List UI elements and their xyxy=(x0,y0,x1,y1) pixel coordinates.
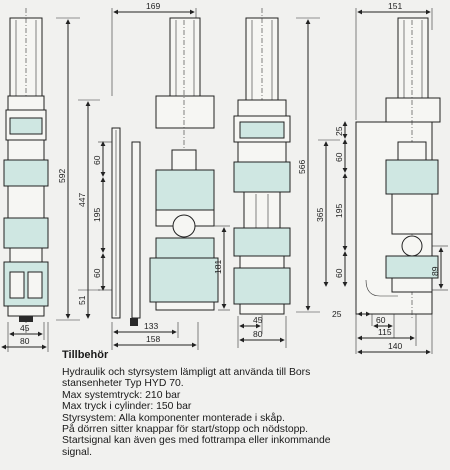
spec-line: Max systemtryck: 210 bar xyxy=(62,389,181,401)
accessories-heading: Tillbehör xyxy=(62,349,109,361)
dim-60-right-top: 60 xyxy=(334,152,344,162)
spec-line: Hydraulik och styrsystem lämpligt att använda till Bors xyxy=(62,367,311,378)
dim-140: 140 xyxy=(388,341,403,351)
dim-25-top: 25 xyxy=(334,126,344,136)
dim-60-right-bottom: 60 xyxy=(334,268,344,278)
dim-89: 89 xyxy=(430,266,440,276)
spec-line: stansenheter Typ HYD 70. xyxy=(62,378,184,390)
dim-566: 566 xyxy=(297,159,307,174)
dim-45-front-2: 45 xyxy=(253,315,263,325)
dim-60-bottom: 60 xyxy=(376,315,386,325)
dim-60-side-top: 60 xyxy=(92,155,102,165)
dim-60-side-bottom: 60 xyxy=(92,268,102,278)
dim-365: 365 xyxy=(315,207,325,222)
dim-158: 158 xyxy=(146,334,161,344)
dim-151: 151 xyxy=(388,1,403,11)
view-front-2 xyxy=(234,8,290,320)
accessories-text xyxy=(62,349,442,458)
view-side-2 xyxy=(356,1,440,318)
dim-51: 51 xyxy=(77,295,87,305)
dim-80-front: 80 xyxy=(20,336,30,346)
spec-line: Startsignal kan även ges med fottrampa eller inkommande xyxy=(62,435,331,447)
dim-115: 115 xyxy=(378,327,392,337)
dim-195-right: 195 xyxy=(334,203,344,218)
dim-195-side: 195 xyxy=(92,207,102,222)
view-side xyxy=(112,1,218,326)
dim-169: 169 xyxy=(146,1,161,11)
spec-line: Max tryck i cylinder: 150 bar xyxy=(62,401,192,413)
dim-447: 447 xyxy=(77,192,87,207)
dim-45-front: 45 xyxy=(20,323,30,333)
dim-592: 592 xyxy=(57,168,67,183)
spec-line: Styrsystem: Alla komponenter monterade i skåp. xyxy=(62,412,285,424)
dim-181: 181 xyxy=(213,259,223,274)
dim-80-front-2: 80 xyxy=(253,329,263,339)
spec-line: På dörren sitter knappar för start/stopp och nödstopp. xyxy=(62,424,309,436)
spec-line: signal. xyxy=(62,446,93,458)
view-front xyxy=(4,8,48,335)
dim-25-bottom: 25 xyxy=(332,309,342,319)
dim-133: 133 xyxy=(144,321,159,331)
